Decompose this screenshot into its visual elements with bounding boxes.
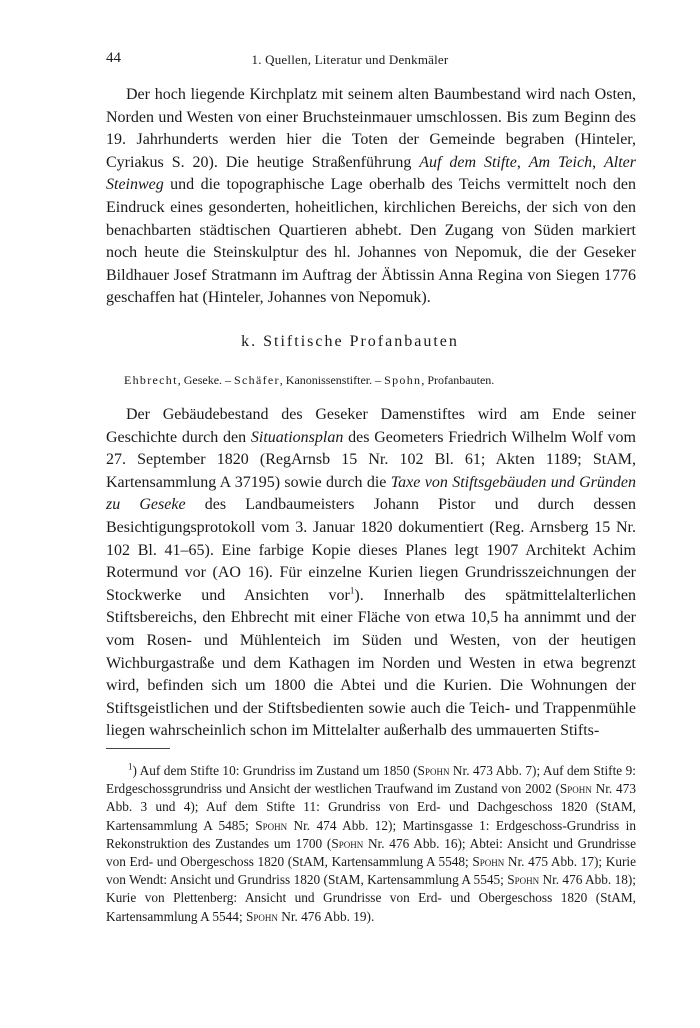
author-name: Spohn xyxy=(384,373,422,387)
footnote-marker: 1 xyxy=(128,761,133,772)
street-name: Auf dem Stifte xyxy=(419,153,517,171)
author-name: Spohn xyxy=(472,854,505,870)
author-name: Ehbrecht xyxy=(124,373,178,387)
street-name: Alter Steinweg xyxy=(106,153,636,194)
document-title: Situationsplan xyxy=(250,428,344,446)
author-name: Spohn xyxy=(245,908,278,924)
author-name: Spohn xyxy=(255,817,288,833)
author-name: Spohn xyxy=(559,781,592,797)
street-name: Am Teich xyxy=(528,153,593,171)
section-heading: k. Stiftische Profanbauten xyxy=(241,333,459,350)
author-name: Spohn xyxy=(417,763,450,778)
running-head: 1. Quellen, Literatur und Denkmäler xyxy=(251,52,449,67)
footnote-divider xyxy=(106,748,170,749)
author-name: Spohn xyxy=(331,835,364,851)
author-name: Schäfer xyxy=(234,373,280,387)
bibliography-line: Ehbrecht, Geseke. – Schäfer, Kanonissenstifter. – Spohn, Profanbauten. xyxy=(124,373,495,387)
document-title: Taxe von Stiftsgebäuden und Gründen zu Geseke xyxy=(106,473,636,514)
author-name: Spohn xyxy=(507,872,540,888)
footnote: $^1$) Auf dem Stifte 10: Grundriss im Zustand um 1850 (Spohn Nr. 473 Abb. 7); Auf dem Stifte 9: Erdgeschossgrundriss und Ansicht der westlichen Traufwand im Zustand von 2002 (Spohn Nr. 473 Abb. 3 und 4); Auf dem Stifte 11: Grundriss von Erd- und Dachgeschoss 1820 (StAM, Kartensammlung A 5485; Spohn Nr. 474 Abb. 12); Martinsgasse 1: Erdgeschoss-Grundriss in Rekonstruktion des Zustandes um 1700 (Spohn Nr. 476 Abb. 16); Abtei: Ansicht und Grundrisse von Erd- und Obergeschoss 1820 (StAM, Kartensammlung A 5548; Spohn Nr. 475 Abb. 17); Kurie von Wendt: Ansicht und Grundriss 1820 (StAM, Kartensammlung A 5545; Spohn Nr. 476 Abb. 18); Kurie von Plettenberg: Ansicht und Grundrisse von Erd- und Obergeschoss 1820 (StAM, Kartensammlung A 5544; Spohn Nr. 476 Abb. 19). xyxy=(106,761,636,924)
paragraph-churchyard: Der hoch liegende Kirchplatz mit seinem alten Baumbestand wird nach Osten, Norden und Westen von einer Bruchsteinmauer umschlossen. Bis zum Beginn des 19. Jahrhunderts werden hier die Toten der Gemeinde begraben (Hinteler, Cyriakus S. 20). Die heutige Straßenführung Auf dem Stifte, Am Teich, Alter Steinweg und die topographische Lage oberhalb des Teichs vermittelt noch den Eindruck eines gesonderten, hoheitlichen, kirchlichen Bereichs, der sich von den benachbarten städtischen Quartieren abhebt. Den Zugang von Süden markiert noch heute die Steinskulptur des hl. Johannes von Nepomuk, die der Geseker Bildhauer Josef Stratmann im Auftrag der Äbtissin Anna Regina von Siegen 1776 geschaffen hat (Hinteler, Johannes von Nepomuk). xyxy=(106,86,636,307)
footnote-reference[interactable]: 1 xyxy=(349,585,355,596)
paragraph-building-inventory: Der Gebäudebestand des Geseker Damenstiftes wird am Ende seiner Geschichte durch den Situationsplan des Geometers Friedrich Wilhelm Wolf vom 27. September 1820 (RegArnsb 15 Nr. 102 Bl. 61; Akten 1189; StAM, Kartensammlung A 37195) sowie durch die Taxe von Stiftsgebäuden und Gründen zu Geseke des Landbaumeisters Johann Pistor und durch dessen Besichtigungsprotokoll vom 3. Januar 1820 dokumentiert (Reg. Arnsberg 15 Nr. 102 Bl. 41–65). Eine farbige Kopie dieses Planes legt 1907 Architekt Achim Rotermund vor (AO 16). Für einzelne Kurien liegen Grundrisszeichnungen der Stockwerke und Ansichten vor$^1$). Innerhalb des spätmittelalterlichen Stiftsbereichs, den Ehbrecht mit einer Fläche von etwa 10,5 ha annimmt und der vom Rosen- und Mühlenteich im Süden und Westen, von der heutigen Wichburgastraße und dem Kathagen im Norden und Westen in etwa begrenzt wird, befinden sich um 1800 die Abtei und die Kurien. Die Wohnungen der Stiftsgeistlichen und der Stiftsbedienten sowie auch die Teich- und Trappenmühle liegen wahrscheinlich schon im Mittelalter außerhalb des ummauerten Stifts- xyxy=(106,406,636,740)
page-number: 44 xyxy=(106,50,121,66)
